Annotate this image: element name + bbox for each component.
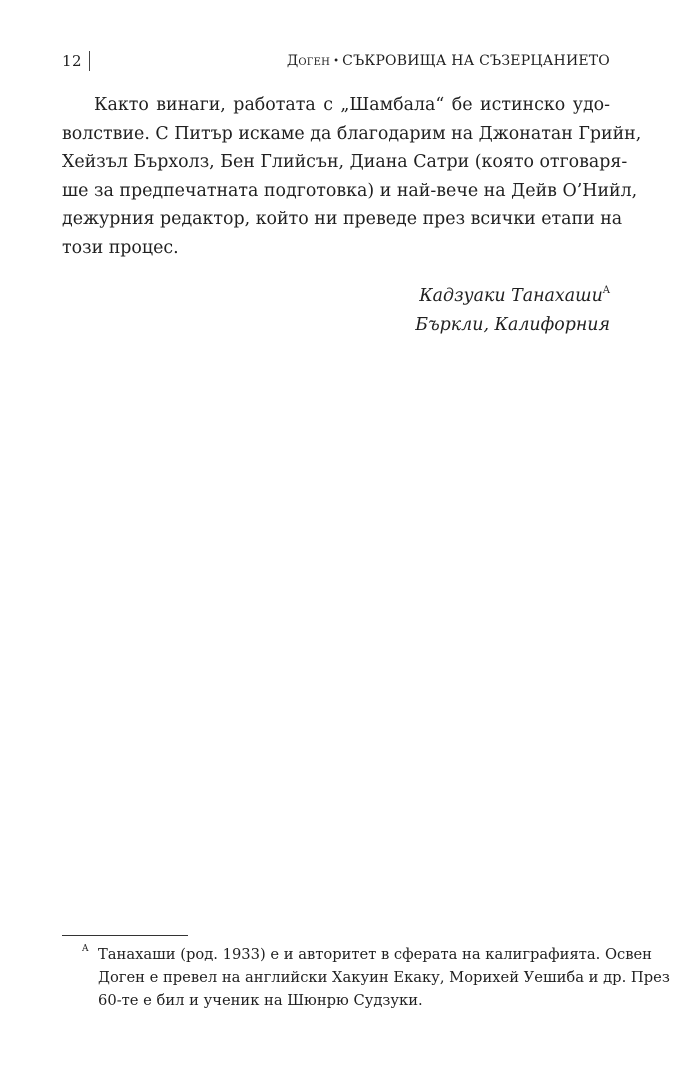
footnote-text — [98, 943, 670, 1013]
footnote-marker: A — [82, 944, 89, 954]
footnote-divider — [62, 935, 188, 936]
body-line: волствие. С Питър искаме да благодарим на Джонатан Грийн, — [62, 123, 642, 144]
body-paragraph — [62, 91, 642, 263]
running-title-author: Доген — [286, 53, 331, 69]
body-line: този процес. — [62, 237, 179, 258]
footnote-line: Доген е превел на английски Хакуин Екаку, Морихей Уешиба и др. През — [98, 969, 670, 987]
footnote-reference: A — [602, 285, 610, 296]
footnote — [62, 943, 670, 1013]
footnote-line: Танахаши (род. 1933) е и авторитет в сферата на калиграфията. Освен — [98, 946, 652, 963]
running-head — [62, 50, 610, 72]
signature-name: Кадзуаки Танахаши — [419, 286, 603, 306]
running-title — [287, 50, 610, 73]
signature-block — [415, 282, 610, 340]
signature-place: Бъркли, Калифорния — [415, 314, 610, 335]
page-number: 12 — [62, 52, 83, 70]
body-line: ше за предпечатната подготовка) и най-вече на Дейв О’Нийл, — [62, 180, 638, 201]
running-title-book: СЪКРОВИЩА НА СЪЗЕРЦАНИЕТО — [342, 53, 610, 69]
body-line: Както винаги, работата с „Шамбала“ бе истинско удо- — [94, 95, 610, 115]
bullet-separator: • — [333, 56, 340, 67]
body-line: Хейзъл Бърхолз, Бен Глийсън, Диана Сатри (която отговаря- — [62, 152, 628, 173]
signature-name-line — [415, 282, 610, 311]
footnote-line: 60-те е бил и ученик на Шюнрю Судзуки. — [98, 992, 423, 1010]
body-line: дежурния редактор, който ни преведе през всички етапи на — [62, 209, 623, 230]
header-divider — [89, 51, 90, 71]
